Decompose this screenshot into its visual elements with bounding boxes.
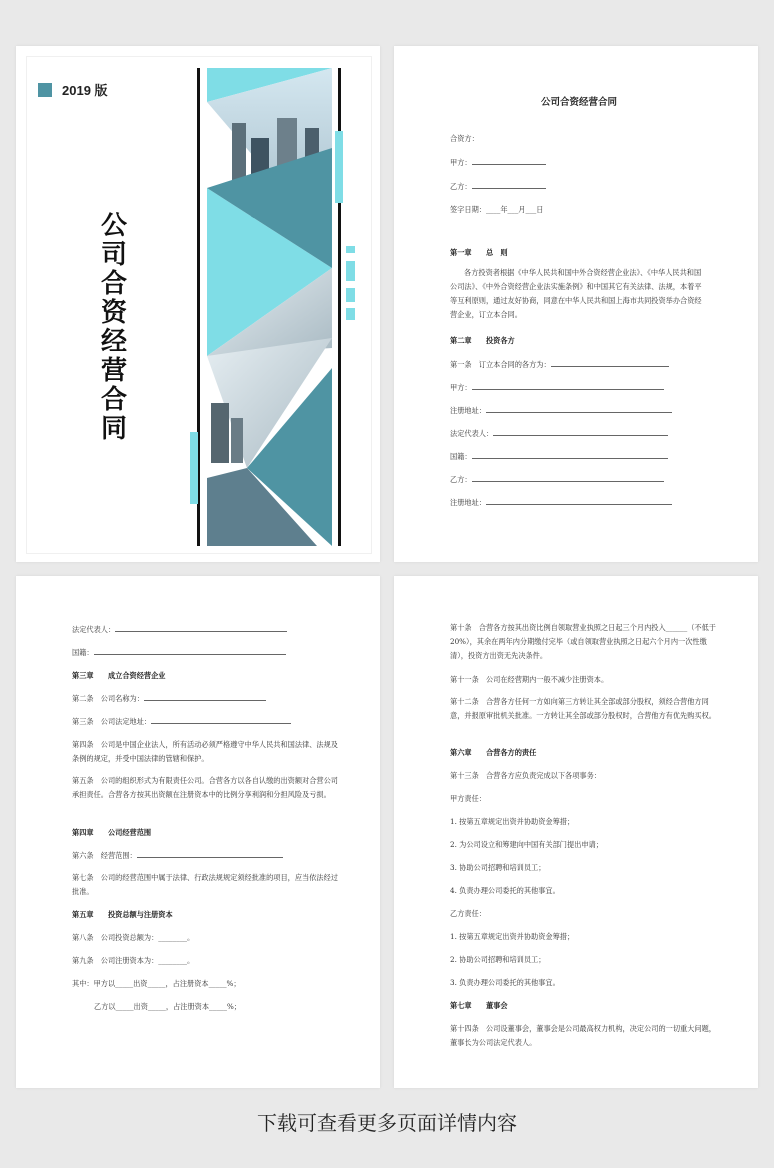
article-1-line: 第一条 订立本合同的各方为： [450, 358, 708, 372]
contract-title: 公司合资经营合同 [540, 97, 617, 108]
cover-title: 公司合资经营合同 [100, 210, 127, 443]
article-13-text: 第十三条 合营各方应负责完成以下各项事务： [450, 771, 601, 780]
article-3-line: 第三条 公司法定地址： [72, 715, 342, 729]
chapter-6-heading: 第六章 合营各方的责任 [450, 748, 537, 757]
p3-legal-rep-line: 法定代表人： [72, 623, 342, 637]
building-1 [232, 123, 246, 183]
p2-legal-rep-line: 法定代表人： [450, 427, 708, 441]
cover-page [16, 46, 380, 562]
article-9-line: 第九条 公司注册资本为：________。 [72, 956, 195, 965]
party-b-duty-2: 2. 协助公司招聘和培训员工； [450, 955, 546, 964]
p2-nationality-line: 国籍： [450, 450, 708, 464]
party-a-duty-3: 3. 协助公司招聘和培训员工； [450, 863, 546, 872]
p3-nationality-line: 国籍： [72, 646, 342, 660]
party-a-capital-line: 其中：甲方以_____出资_____，占注册资本_____%； [72, 979, 241, 988]
chapter-1-heading: 第一章 总 则 [450, 248, 508, 257]
chapter-1-body: 各方投资者根据《中华人民共和国中外合资经营企业法》、《中华人民共和国公司法》、《中外合资经营企业法实施条例》和中国其它有关法律、法规，本着平等互利原则，通过友好协商，同意在中华人民共和国上海市共同投资举办合资经营企业，订立本合同。 [450, 268, 702, 319]
year-badge [38, 80, 108, 99]
party-a-duty-1: 1. 按第五章规定出资并协助资金筹措； [450, 817, 575, 826]
article-8-line: 第八条 公司投资总额为：________。 [72, 933, 195, 942]
accent-dot-2 [346, 261, 355, 281]
party-a-duty-4: 4. 负责办理公司委托的其他事宜。 [450, 886, 560, 895]
party-b-duties-heading: 乙方责任： [450, 909, 486, 918]
party-line: 合资方： [450, 134, 479, 143]
year-label: 2019 版 [62, 83, 108, 98]
article-14-text: 第十四条 公司设董事会，董事会是公司最高权力机构，决定公司的一切重大问题，董事长为公司法定代表人。 [450, 1024, 716, 1047]
party-b-capital-line: 乙方以_____出资_____，占注册资本_____%； [94, 1002, 241, 1011]
party-a-duty-2: 2. 为公司设立和筹建向中国有关部门提出申请； [450, 840, 603, 849]
article-11-text: 第十一条 公司在经营期内一般不减少注册资本。 [450, 675, 609, 684]
building-5 [211, 403, 229, 463]
party-a-line: 甲方： [450, 156, 708, 170]
party-b-duty-1: 1. 按第五章规定出资并协助资金筹措； [450, 932, 575, 941]
article-4-text: 第四条 公司是中国企业法人，所有活动必须严格遵守中华人民共和国法律、法规及条例的规定，并受中国法律的管辖和保护。 [72, 740, 338, 763]
accent-dot-4 [346, 308, 355, 320]
article-12-text: 第十二条 合营各方任何一方如向第三方转让其全部或部分股权，须经合营他方同意，并报原审批机关批准。一方转让其全部或部分股权时，合营他方有优先购买权。 [450, 697, 716, 720]
party-b-line: 乙方： [450, 180, 708, 194]
p2-party-b-line: 乙方： [450, 473, 708, 487]
contract-page-2 [394, 46, 758, 562]
p2-address-a-line: 注册地址： [450, 404, 708, 418]
p2-party-a-line: 甲方： [450, 381, 708, 395]
article-10-text: 第十条 合营各方按其出资比例自领取营业执照之日起三个月内投入______（不低于20%），其余在两年内分期缴付完毕（或自领取营业执照之日起六个月内一次性缴清），投资方出资无先决条件。 [450, 623, 716, 660]
party-a-duties-heading: 甲方责任： [450, 794, 486, 803]
party-b-duty-3: 3. 负责办理公司委托的其他事宜。 [450, 978, 560, 987]
chapter-7-heading: 第七章 董事会 [450, 1001, 508, 1010]
building-6 [231, 418, 243, 463]
article-5-text: 第五条 公司的组织形式为有限责任公司。合营各方以各自认缴的出资额对合营公司承担责任。合营各方按其出资额在注册资本中的比例分享利润和分担风险及亏损。 [72, 776, 338, 799]
accent-dot-3 [346, 288, 355, 302]
chapter-2-heading: 第二章 投资各方 [450, 336, 515, 345]
accent-dot-1 [346, 246, 355, 253]
article-7-text: 第七条 公司的经营范围中属于法律、行政法规规定须经批准的项目，应当依法经过批准。 [72, 873, 338, 896]
cover-geometric-art [207, 68, 332, 546]
chapter-3-heading: 第三章 成立合资经营企业 [72, 671, 166, 680]
contract-page-4 [394, 576, 758, 1088]
contract-page-3 [16, 576, 380, 1088]
p2-address-b-line: 注册地址： [450, 496, 708, 510]
accent-bar-right-top [335, 131, 343, 203]
article-2-line: 第二条 公司名称为： [72, 692, 342, 706]
article-6-line: 第六条 经营范围： [72, 849, 342, 863]
accent-bar-left-bottom [190, 432, 198, 504]
year-square-icon [38, 83, 52, 97]
sign-date-line: 签字日期：____年___月___日 [450, 205, 544, 214]
chapter-5-heading: 第五章 投资总额与注册资本 [72, 910, 173, 919]
download-more-caption: 下载可查看更多页面详情内容 [257, 1111, 517, 1135]
chapter-4-heading: 第四章 公司经营范围 [72, 828, 152, 837]
